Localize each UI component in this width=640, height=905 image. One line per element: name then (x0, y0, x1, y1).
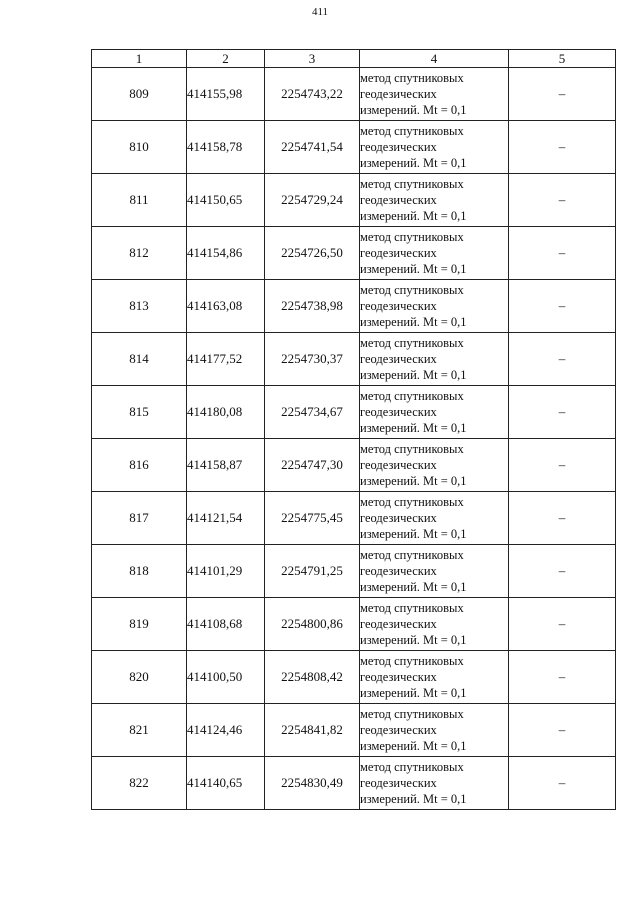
y-coordinate-cell: 2254743,22 (265, 68, 360, 121)
method-text-line: метод спутниковых (360, 707, 464, 721)
coordinates-table (91, 49, 616, 810)
method-text-line: метод спутниковых (360, 654, 464, 668)
x-coordinate-cell: 414121,54 (187, 492, 265, 545)
method-cell (360, 492, 509, 545)
note-cell: – (509, 227, 616, 280)
method-text-line: геодезических (360, 87, 437, 101)
table-row (92, 333, 616, 386)
method-text-line: метод спутниковых (360, 124, 464, 138)
method-cell (360, 757, 509, 810)
table-row (92, 704, 616, 757)
y-coordinate-cell: 2254729,24 (265, 174, 360, 227)
method-text-line: метод спутниковых (360, 177, 464, 191)
point-number-cell: 816 (92, 439, 187, 492)
x-coordinate-cell: 414155,98 (187, 68, 265, 121)
point-number-cell: 814 (92, 333, 187, 386)
table-row (92, 545, 616, 598)
x-coordinate-cell: 414140,65 (187, 757, 265, 810)
point-number-cell: 822 (92, 757, 187, 810)
y-coordinate-cell: 2254734,67 (265, 386, 360, 439)
y-coordinate-cell: 2254791,25 (265, 545, 360, 598)
method-text-line: геодезических (360, 246, 437, 260)
method-cell (360, 704, 509, 757)
point-number-cell: 820 (92, 651, 187, 704)
point-number-cell: 815 (92, 386, 187, 439)
point-number-cell: 809 (92, 68, 187, 121)
y-coordinate-cell: 2254726,50 (265, 227, 360, 280)
table-row (92, 227, 616, 280)
method-text-line: геодезических (360, 511, 437, 525)
method-text-line: геодезических (360, 193, 437, 207)
method-text-line: геодезических (360, 352, 437, 366)
method-text-line: измерений. Mt = 0,1 (360, 421, 467, 435)
point-number-cell: 813 (92, 280, 187, 333)
method-text-line: измерений. Mt = 0,1 (360, 633, 467, 647)
method-text-line: метод спутниковых (360, 442, 464, 456)
method-text-line: метод спутниковых (360, 71, 464, 85)
method-text-line: геодезических (360, 670, 437, 684)
method-text-line: геодезических (360, 299, 437, 313)
method-cell (360, 280, 509, 333)
note-cell: – (509, 121, 616, 174)
note-cell: – (509, 757, 616, 810)
table-row (92, 174, 616, 227)
method-text-line: геодезических (360, 458, 437, 472)
method-text-line: метод спутниковых (360, 760, 464, 774)
x-coordinate-cell: 414150,65 (187, 174, 265, 227)
method-text-line: метод спутниковых (360, 230, 464, 244)
point-number-cell: 812 (92, 227, 187, 280)
method-text-line: измерений. Mt = 0,1 (360, 156, 467, 170)
header-col-5: 5 (509, 50, 616, 68)
note-cell: – (509, 492, 616, 545)
y-coordinate-cell: 2254808,42 (265, 651, 360, 704)
x-coordinate-cell: 414108,68 (187, 598, 265, 651)
table-header (92, 50, 616, 68)
y-coordinate-cell: 2254830,49 (265, 757, 360, 810)
method-text-line: метод спутниковых (360, 495, 464, 509)
point-number-cell: 810 (92, 121, 187, 174)
y-coordinate-cell: 2254741,54 (265, 121, 360, 174)
y-coordinate-cell: 2254738,98 (265, 280, 360, 333)
method-text-line: измерений. Mt = 0,1 (360, 527, 467, 541)
note-cell: – (509, 704, 616, 757)
header-col-1: 1 (92, 50, 187, 68)
method-text-line: геодезических (360, 776, 437, 790)
method-cell (360, 651, 509, 704)
x-coordinate-cell: 414180,08 (187, 386, 265, 439)
table-row (92, 280, 616, 333)
table-body (92, 68, 616, 810)
method-text-line: измерений. Mt = 0,1 (360, 103, 467, 117)
table-row (92, 121, 616, 174)
method-text-line: измерений. Mt = 0,1 (360, 474, 467, 488)
x-coordinate-cell: 414158,78 (187, 121, 265, 174)
method-text-line: метод спутниковых (360, 389, 464, 403)
method-text-line: измерений. Mt = 0,1 (360, 580, 467, 594)
method-text-line: метод спутниковых (360, 601, 464, 615)
note-cell: – (509, 651, 616, 704)
point-number-cell: 817 (92, 492, 187, 545)
table-row (92, 68, 616, 121)
x-coordinate-cell: 414124,46 (187, 704, 265, 757)
x-coordinate-cell: 414163,08 (187, 280, 265, 333)
x-coordinate-cell: 414101,29 (187, 545, 265, 598)
table-row (92, 492, 616, 545)
method-text-line: измерений. Mt = 0,1 (360, 209, 467, 223)
table-row (92, 757, 616, 810)
method-text-line: геодезических (360, 405, 437, 419)
method-text-line: измерений. Mt = 0,1 (360, 368, 467, 382)
method-text-line: геодезических (360, 617, 437, 631)
y-coordinate-cell: 2254800,86 (265, 598, 360, 651)
x-coordinate-cell: 414100,50 (187, 651, 265, 704)
note-cell: – (509, 386, 616, 439)
method-text-line: геодезических (360, 564, 437, 578)
table-row (92, 439, 616, 492)
method-text-line: метод спутниковых (360, 336, 464, 350)
note-cell: – (509, 68, 616, 121)
header-row (92, 50, 616, 68)
y-coordinate-cell: 2254775,45 (265, 492, 360, 545)
point-number-cell: 821 (92, 704, 187, 757)
method-cell (360, 227, 509, 280)
y-coordinate-cell: 2254730,37 (265, 333, 360, 386)
point-number-cell: 811 (92, 174, 187, 227)
note-cell: – (509, 280, 616, 333)
method-text-line: измерений. Mt = 0,1 (360, 792, 467, 806)
note-cell: – (509, 174, 616, 227)
method-cell (360, 439, 509, 492)
method-cell (360, 121, 509, 174)
method-cell (360, 174, 509, 227)
x-coordinate-cell: 414177,52 (187, 333, 265, 386)
note-cell: – (509, 598, 616, 651)
y-coordinate-cell: 2254747,30 (265, 439, 360, 492)
method-text-line: измерений. Mt = 0,1 (360, 262, 467, 276)
x-coordinate-cell: 414158,87 (187, 439, 265, 492)
table-row (92, 598, 616, 651)
y-coordinate-cell: 2254841,82 (265, 704, 360, 757)
x-coordinate-cell: 414154,86 (187, 227, 265, 280)
point-number-cell: 818 (92, 545, 187, 598)
note-cell: – (509, 439, 616, 492)
method-text-line: измерений. Mt = 0,1 (360, 315, 467, 329)
method-cell (360, 598, 509, 651)
header-col-4: 4 (360, 50, 509, 68)
page-number: 411 (311, 6, 329, 18)
method-cell (360, 333, 509, 386)
table-row (92, 386, 616, 439)
header-col-3: 3 (265, 50, 360, 68)
method-cell (360, 386, 509, 439)
note-cell: – (509, 333, 616, 386)
method-text-line: метод спутниковых (360, 548, 464, 562)
header-col-2: 2 (187, 50, 265, 68)
method-text-line: метод спутниковых (360, 283, 464, 297)
note-cell: – (509, 545, 616, 598)
method-cell (360, 545, 509, 598)
point-number-cell: 819 (92, 598, 187, 651)
method-text-line: геодезических (360, 723, 437, 737)
table-row (92, 651, 616, 704)
method-text-line: геодезических (360, 140, 437, 154)
method-cell (360, 68, 509, 121)
method-text-line: измерений. Mt = 0,1 (360, 739, 467, 753)
method-text-line: измерений. Mt = 0,1 (360, 686, 467, 700)
